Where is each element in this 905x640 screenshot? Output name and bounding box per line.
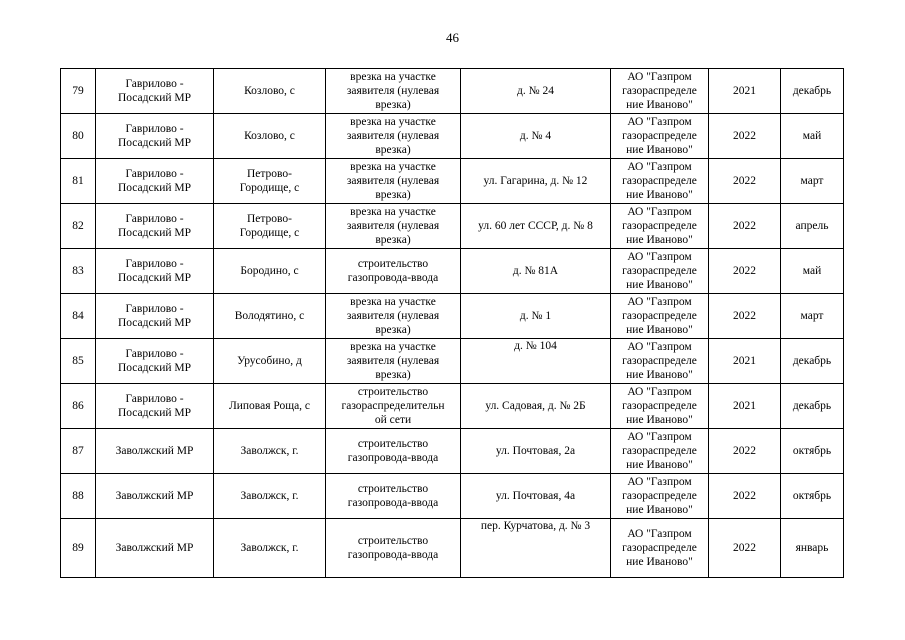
row-number: 83: [61, 249, 96, 294]
district-cell: Гаврилово - Посадский МР: [96, 204, 214, 249]
address-cell: д. № 1: [461, 294, 611, 339]
year-cell: 2021: [709, 339, 781, 384]
work-type-cell: врезка на участке заявителя (нулевая врезка): [326, 69, 461, 114]
table-row: [61, 294, 844, 339]
address-cell: д. № 81А: [461, 249, 611, 294]
year-cell: 2022: [709, 519, 781, 578]
year-cell: 2022: [709, 429, 781, 474]
row-number: 89: [61, 519, 96, 578]
organization-cell: АО "Газпром газораспределе ние Иваново": [611, 519, 709, 578]
table-row: [61, 429, 844, 474]
table-row: [61, 384, 844, 429]
work-type-cell: строительство газопровода-ввода: [326, 429, 461, 474]
month-cell: декабрь: [781, 339, 844, 384]
district-cell: Гаврилово - Посадский МР: [96, 294, 214, 339]
year-cell: 2022: [709, 294, 781, 339]
address-cell: ул. Садовая, д. № 2Б: [461, 384, 611, 429]
locality-cell: Заволжск, г.: [214, 519, 326, 578]
district-cell: Гаврилово - Посадский МР: [96, 159, 214, 204]
organization-cell: АО "Газпром газораспределе ние Иваново": [611, 474, 709, 519]
year-cell: 2022: [709, 204, 781, 249]
locality-cell: Заволжск, г.: [214, 474, 326, 519]
work-type-cell: врезка на участке заявителя (нулевая врезка): [326, 294, 461, 339]
district-cell: Гаврилово - Посадский МР: [96, 339, 214, 384]
row-number: 88: [61, 474, 96, 519]
work-type-cell: врезка на участке заявителя (нулевая врезка): [326, 159, 461, 204]
address-cell: ул. Почтовая, 2а: [461, 429, 611, 474]
table-row: [61, 204, 844, 249]
month-cell: март: [781, 159, 844, 204]
locality-cell: Заволжск, г.: [214, 429, 326, 474]
month-cell: декабрь: [781, 384, 844, 429]
month-cell: октябрь: [781, 429, 844, 474]
year-cell: 2022: [709, 474, 781, 519]
year-cell: 2022: [709, 114, 781, 159]
locality-cell: Володятино, с: [214, 294, 326, 339]
gasification-table: [60, 68, 844, 578]
address-cell: д. № 4: [461, 114, 611, 159]
table-row: [61, 159, 844, 204]
work-type-cell: врезка на участке заявителя (нулевая врезка): [326, 114, 461, 159]
organization-cell: АО "Газпром газораспределе ние Иваново": [611, 69, 709, 114]
month-cell: декабрь: [781, 69, 844, 114]
row-number: 80: [61, 114, 96, 159]
row-number: 81: [61, 159, 96, 204]
locality-cell: Петрово- Городище, с: [214, 204, 326, 249]
organization-cell: АО "Газпром газораспределе ние Иваново": [611, 384, 709, 429]
organization-cell: АО "Газпром газораспределе ние Иваново": [611, 204, 709, 249]
organization-cell: АО "Газпром газораспределе ние Иваново": [611, 249, 709, 294]
district-cell: Гаврилово - Посадский МР: [96, 249, 214, 294]
year-cell: 2022: [709, 249, 781, 294]
organization-cell: АО "Газпром газораспределе ние Иваново": [611, 114, 709, 159]
table-row: [61, 249, 844, 294]
district-cell: Гаврилово - Посадский МР: [96, 69, 214, 114]
table-row: [61, 474, 844, 519]
work-type-cell: строительство газопровода-ввода: [326, 474, 461, 519]
work-type-cell: врезка на участке заявителя (нулевая врезка): [326, 339, 461, 384]
month-cell: май: [781, 249, 844, 294]
month-cell: май: [781, 114, 844, 159]
year-cell: 2021: [709, 69, 781, 114]
locality-cell: Козлово, с: [214, 114, 326, 159]
row-number: 79: [61, 69, 96, 114]
organization-cell: АО "Газпром газораспределе ние Иваново": [611, 294, 709, 339]
table-row: [61, 519, 844, 578]
district-cell: Заволжский МР: [96, 474, 214, 519]
row-number: 85: [61, 339, 96, 384]
district-cell: Гаврилово - Посадский МР: [96, 114, 214, 159]
work-type-cell: врезка на участке заявителя (нулевая врезка): [326, 204, 461, 249]
address-cell: ул. Почтовая, 4а: [461, 474, 611, 519]
month-cell: март: [781, 294, 844, 339]
year-cell: 2021: [709, 384, 781, 429]
district-cell: Гаврилово - Посадский МР: [96, 384, 214, 429]
work-type-cell: строительство газопровода-ввода: [326, 519, 461, 578]
row-number: 87: [61, 429, 96, 474]
page-number: 46: [446, 30, 459, 45]
district-cell: Заволжский МР: [96, 519, 214, 578]
table-row: [61, 114, 844, 159]
table-row: [61, 339, 844, 384]
locality-cell: Петрово- Городище, с: [214, 159, 326, 204]
locality-cell: Урусобино, д: [214, 339, 326, 384]
month-cell: апрель: [781, 204, 844, 249]
locality-cell: Бородино, с: [214, 249, 326, 294]
work-type-cell: строительство газораспределительн ой сети: [326, 384, 461, 429]
table-row: [61, 69, 844, 114]
row-number: 84: [61, 294, 96, 339]
organization-cell: АО "Газпром газораспределе ние Иваново": [611, 339, 709, 384]
year-cell: 2022: [709, 159, 781, 204]
district-cell: Заволжский МР: [96, 429, 214, 474]
address-cell: ул. Гагарина, д. № 12: [461, 159, 611, 204]
locality-cell: Липовая Роща, с: [214, 384, 326, 429]
row-number: 82: [61, 204, 96, 249]
address-cell: д. № 104: [461, 339, 611, 384]
row-number: 86: [61, 384, 96, 429]
address-cell: пер. Курчатова, д. № 3: [461, 519, 611, 578]
address-cell: д. № 24: [461, 69, 611, 114]
locality-cell: Козлово, с: [214, 69, 326, 114]
month-cell: октябрь: [781, 474, 844, 519]
address-cell: ул. 60 лет СССР, д. № 8: [461, 204, 611, 249]
organization-cell: АО "Газпром газораспределе ние Иваново": [611, 159, 709, 204]
work-type-cell: строительство газопровода-ввода: [326, 249, 461, 294]
organization-cell: АО "Газпром газораспределе ние Иваново": [611, 429, 709, 474]
month-cell: январь: [781, 519, 844, 578]
